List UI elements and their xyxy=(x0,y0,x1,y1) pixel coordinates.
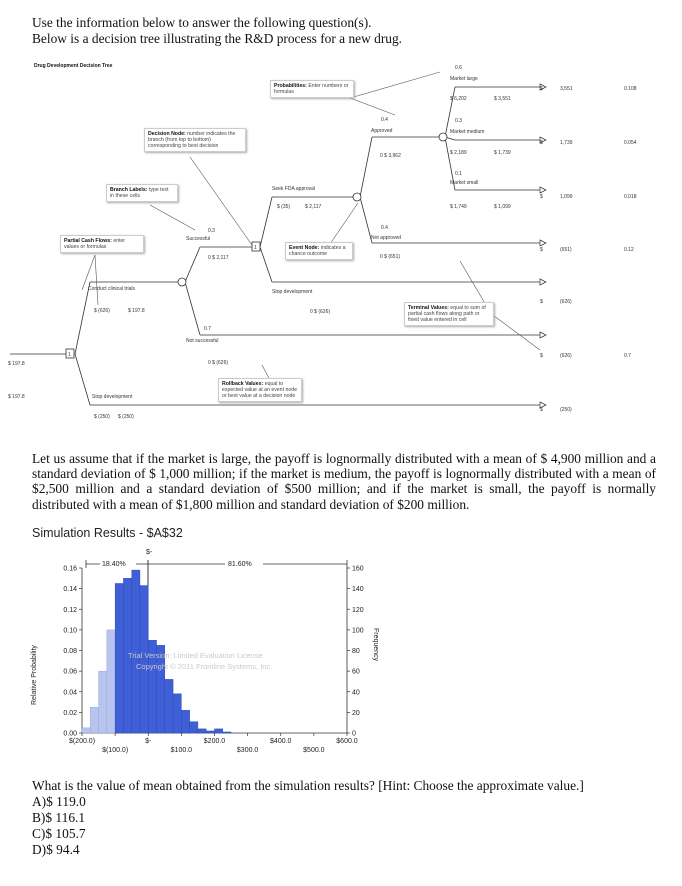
intro-line-1: Use the information below to answer the following question(s). xyxy=(32,15,372,30)
market-small-cash: $ 1,749 xyxy=(450,204,467,210)
y-ticks xyxy=(63,566,82,738)
option-text: $ 105.7 xyxy=(45,826,86,841)
option-letter: C) xyxy=(32,826,46,841)
approved-label: Approved xyxy=(371,128,393,134)
market-medium-label: Market medium xyxy=(450,129,485,135)
svg-text:$: $ xyxy=(540,194,543,200)
callout-decision-node xyxy=(144,128,246,152)
y-tick-label: 0.14 xyxy=(63,586,77,594)
terminal-value: (626) xyxy=(560,353,572,359)
y2-tick-label: 160 xyxy=(352,565,364,573)
seek-fda-value: $ 2,117 xyxy=(305,204,322,210)
stop-dev-mid-label: Stop development xyxy=(272,289,313,295)
x-tick-label: $600.0 xyxy=(336,738,358,745)
x-tick-label: $(200.0) xyxy=(68,738,96,745)
successful-label: Successful xyxy=(186,236,211,242)
approval-event-node xyxy=(353,193,361,201)
callout-event-node xyxy=(285,242,353,260)
histogram-bar xyxy=(215,729,223,733)
successful-value: 0 $ 2,117 xyxy=(208,255,229,261)
question-text: What is the value of mean obtained from the simulation results? [Hint: Choose the approximate value.] xyxy=(32,778,584,793)
y2-tick-label: 140 xyxy=(352,586,364,594)
histogram-bar xyxy=(107,630,115,733)
svg-text:$: $ xyxy=(540,247,543,253)
histogram-bar xyxy=(115,583,123,733)
callout-text: enter values or formulas xyxy=(64,238,126,250)
stop-dev-bottom-cash: $ (250) xyxy=(94,414,110,420)
histogram-bar xyxy=(198,729,206,733)
successful-prob: 0.3 xyxy=(208,228,215,234)
y-tick-label: 0.04 xyxy=(63,689,77,697)
x-tick-label: $500.0 xyxy=(303,747,325,754)
callout-terminal-values xyxy=(404,302,494,326)
market-medium-prob: 0.3 xyxy=(455,118,462,124)
option-d[interactable] xyxy=(32,842,80,857)
assumption-paragraph: Let us assume that if the market is large, the payoff is lognormally distributed with a mean of $ 4,900 million and a standard deviation of $ 1,000 million; if the market is medium, the payoff is lognormally distributed with a mean of $2,500 million and a standard deviation of $500 million; and if the market is small, the payoff is normally distributed with a mean of $1,800 million and standard deviation of $200 million. xyxy=(32,451,656,512)
y2-tick-label: 80 xyxy=(352,648,360,655)
fda-decision-number: 1 xyxy=(254,245,257,251)
option-b[interactable] xyxy=(32,810,85,825)
histogram-bar xyxy=(173,694,181,733)
approved-prob: 0.4 xyxy=(381,117,388,123)
histogram-bar xyxy=(99,671,107,733)
x-tick-label: $300.0 xyxy=(236,747,259,754)
market-large-value: $ 3,551 xyxy=(494,96,511,102)
terminal-value: (651) xyxy=(560,247,572,253)
market-large-cash: $ 6,202 xyxy=(450,96,467,102)
terminal-prob: 0.12 xyxy=(624,247,634,253)
watermark-line-2: Copyright © 2011 Frontline Systems, Inc. xyxy=(136,662,273,671)
y2-axis-label: Frequency xyxy=(372,628,379,662)
stop-dev-mid-value: 0 $ (626) xyxy=(310,309,331,315)
terminal-value: 1,099 xyxy=(560,194,573,200)
root-value: $ 197.8 xyxy=(8,361,25,367)
histogram-bar xyxy=(190,722,198,733)
option-text: $ 94.4 xyxy=(46,842,80,857)
watermark-line-1: Trial Version: Limited Evaluation License xyxy=(128,651,263,660)
market-small-prob: 0.1 xyxy=(455,171,462,177)
not-approved-prob: 0.4 xyxy=(381,225,388,231)
decision-tree-figure xyxy=(0,60,682,430)
histogram-bar xyxy=(82,728,90,733)
histogram-bar xyxy=(206,731,214,733)
root-value-2: $ 197.8 xyxy=(8,394,25,400)
approved-node-value: 0 $ 3,962 xyxy=(380,153,401,159)
conduct-trials-value: $ 197.8 xyxy=(128,308,145,314)
callout-probabilities xyxy=(270,80,354,98)
cutoff-label: $- xyxy=(146,549,153,556)
stop-dev-bottom-value: $ (250) xyxy=(118,414,134,420)
terminal-prob: 0.108 xyxy=(624,86,637,92)
tree-title: Drug Development Decision Tree xyxy=(34,63,113,69)
market-small-value: $ 1,099 xyxy=(494,204,511,210)
y-tick-label: 0.08 xyxy=(63,648,77,655)
y-tick-label: 0.12 xyxy=(63,606,77,614)
not-successful-value: 0 $ (626) xyxy=(208,360,229,366)
svg-text:$: $ xyxy=(540,86,543,92)
callout-label: Rollback Values: xyxy=(222,381,264,387)
x-tick-label: $400.0 xyxy=(270,738,292,745)
not-successful-label: Not successful xyxy=(186,338,219,344)
terminal-value: (626) xyxy=(560,299,572,305)
terminal-prob: 0.7 xyxy=(624,353,631,359)
histogram-svg xyxy=(14,545,394,780)
callout-partial-cash xyxy=(60,235,144,253)
market-small-label: Market small xyxy=(450,180,479,186)
market-event-node xyxy=(439,133,447,141)
histogram-bar xyxy=(181,710,189,733)
callout-label: Event Node: xyxy=(289,245,320,251)
callout-text: indicates a chance outcome xyxy=(289,245,346,257)
y-axis-label: Relative Probability xyxy=(31,645,38,705)
option-c[interactable] xyxy=(32,826,86,841)
histogram-bar xyxy=(223,732,231,733)
conduct-trials-cash: $ (626) xyxy=(94,308,110,314)
callout-label: Probabilities: xyxy=(274,83,307,89)
option-letter: D) xyxy=(32,842,47,857)
option-text: $ 116.1 xyxy=(45,810,86,825)
option-letter: B) xyxy=(32,810,46,825)
callout-text: Enter numbers or formulas xyxy=(274,83,349,95)
callout-label: Partial Cash Flows: xyxy=(64,238,112,244)
x-tick-label: $(100.0) xyxy=(102,747,129,754)
not-approved-label: Not approved xyxy=(371,235,402,241)
terminal-value: (250) xyxy=(560,407,572,413)
callout-branch-labels xyxy=(106,184,178,202)
terminal-prob: 0.054 xyxy=(624,140,637,146)
left-pct-label: 18.40% xyxy=(102,561,126,568)
conduct-trials-label: Conduct clinical trials xyxy=(88,286,135,292)
callout-pointers xyxy=(82,72,540,380)
market-medium-value: $ 1,739 xyxy=(494,150,511,156)
not-successful-prob: 0.7 xyxy=(204,326,211,332)
callout-text: type text in these cells xyxy=(110,187,169,199)
terminal-value: 3,551 xyxy=(560,86,573,92)
y-tick-label: 0.00 xyxy=(63,730,77,738)
right-pct-label: 81.60% xyxy=(228,561,252,568)
market-medium-cash: $ 2,189 xyxy=(450,150,467,156)
x-tick-label: $200.0 xyxy=(203,738,226,745)
y-tick-label: 0.06 xyxy=(63,668,77,676)
stop-dev-bottom-label: Stop development xyxy=(92,394,133,400)
y2-tick-label: 20 xyxy=(352,709,360,717)
histogram-bar xyxy=(90,707,98,733)
not-approved-node-value: 0 $ (651) xyxy=(380,254,401,260)
y-tick-label: 0.02 xyxy=(63,709,77,717)
simulation-title: Simulation Results - $A$32 xyxy=(32,526,183,540)
market-large-label: Market large xyxy=(450,76,478,82)
y2-ticks xyxy=(347,566,364,738)
callout-label: Decision Node: xyxy=(148,131,186,137)
y2-tick-label: 0 xyxy=(352,730,356,738)
terminal-prob: 0.018 xyxy=(624,194,637,200)
y-tick-label: 0.10 xyxy=(63,627,77,635)
histogram-chart xyxy=(14,545,394,780)
x-tick-label: $100.0 xyxy=(170,747,193,754)
callout-text: number indicates the branch (from top to bottom) corresponding to best decision xyxy=(148,131,236,149)
option-a[interactable] xyxy=(32,794,86,809)
x-tick-label: $- xyxy=(145,738,152,745)
callout-rollback xyxy=(218,378,302,402)
y2-tick-label: 40 xyxy=(352,689,360,697)
market-large-prob: 0.6 xyxy=(455,65,462,71)
option-letter: A) xyxy=(32,794,47,809)
trials-event-node xyxy=(178,278,186,286)
intro-line-2: Below is a decision tree illustrating the R&D process for a new drug. xyxy=(32,31,403,46)
y2-tick-label: 60 xyxy=(352,668,360,676)
y2-tick-label: 100 xyxy=(352,627,364,635)
svg-text:$: $ xyxy=(540,353,543,359)
svg-text:$: $ xyxy=(540,299,543,305)
svg-text:$: $ xyxy=(540,140,543,146)
y2-tick-label: 120 xyxy=(352,606,364,614)
callout-label: Terminal Values: xyxy=(408,305,449,311)
option-text: $ 119.0 xyxy=(46,794,86,809)
callout-text: equal to sum of partial cash flows along path or fixed value entered in cell xyxy=(408,305,486,323)
seek-fda-label: Seek FDA approval xyxy=(272,186,316,192)
seek-fda-cash: $ (35) xyxy=(277,204,291,210)
y-tick-label: 0.16 xyxy=(63,565,77,573)
root-decision-number: 1 xyxy=(68,352,71,358)
svg-text:$: $ xyxy=(540,407,543,413)
x-ticks xyxy=(68,730,358,754)
callout-label: Branch Labels: xyxy=(110,187,148,193)
terminal-nodes xyxy=(540,84,546,408)
terminal-values xyxy=(540,86,637,413)
terminal-value: 1,739 xyxy=(560,140,573,146)
callout-text: equal to expected value at an event node or best value at a decision node xyxy=(222,381,297,399)
histogram-bar xyxy=(165,679,173,733)
